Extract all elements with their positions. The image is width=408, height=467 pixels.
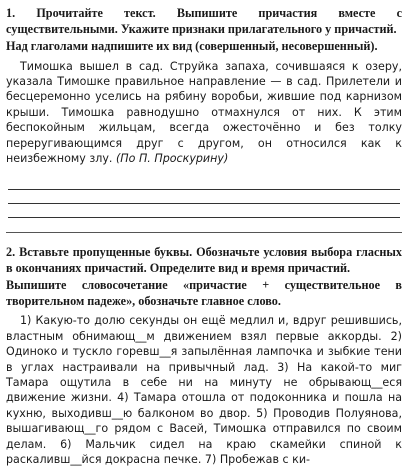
answer-line[interactable] (8, 176, 400, 190)
task-2-number: 2. (6, 245, 16, 260)
task-2-text: 1) Какую-то долю секунды он ещё медлил и, вдруг решившись, властным обнимающ__м движением взял первые аккорды. 2) Одиноко и тускло горевш__я запылённая лампочка и зыбкие тени в углах настраивали на привычный лад. 3) На какой-то миг Тамара ощутила в себе ни на минуту не обрывающ__еся движение жизни. 4) Тамара отошла от подоконника и пошла на кухню, выходивш__ю балконом во двор. 5) Проводив Полуянова, вышагивающ__го рядом с Васей, Тимошка отправился по своим делам. 6) Мальчик сидел на краю скамейки спиной к раскаливш__йся докрасна печке. 7) Пробежав с ки- (6, 314, 402, 466)
answer-line[interactable] (8, 190, 400, 204)
answer-lines[interactable] (6, 176, 402, 218)
task-1-passage: Тимошка вышел в сад. Струйка запаха, сочившаяся к озеру, указала Тимошке правильное направление — в сад. Прилетели и бесцеремонно уселись на рябину воробьи, жившие под карнизом крыши. Тимошка равнодушно отмахнулся от них. К этим беспокойным жильцам, всегда ожесточённо и без толку переругивающимся друг с другом, он относился как к неизбежному злу. (6, 59, 402, 165)
task-2-instruction (6, 245, 402, 276)
section-divider (6, 232, 402, 233)
answer-line[interactable] (8, 204, 400, 218)
task-1-number: 1. (6, 6, 16, 20)
task-2-instruction-text: Вставьте пропущенные буквы. Обозначьте условия выбора гласных в окончаниях причастий. Определите вид и время причастий. (6, 245, 402, 275)
task-1-source: (По П. Проскурину) (115, 151, 229, 165)
task-2 (6, 245, 402, 467)
task-1-instruction-text: Прочитайте текст. Выпишите причастия вместе с существительными. Укажите признаки прилагательного у причастий. (6, 6, 402, 36)
task-2-subinstruction: Выпишите словосочетание «причастие + существительное в творительном падеже», обозначьте главное слово. (6, 278, 402, 308)
task-1-subinstruction: Над глаголами надпишите их вид (совершенный, несовершенный). (6, 39, 378, 53)
task-1-text (6, 59, 402, 167)
task-1 (6, 6, 402, 218)
task-1-instruction (6, 6, 402, 37)
